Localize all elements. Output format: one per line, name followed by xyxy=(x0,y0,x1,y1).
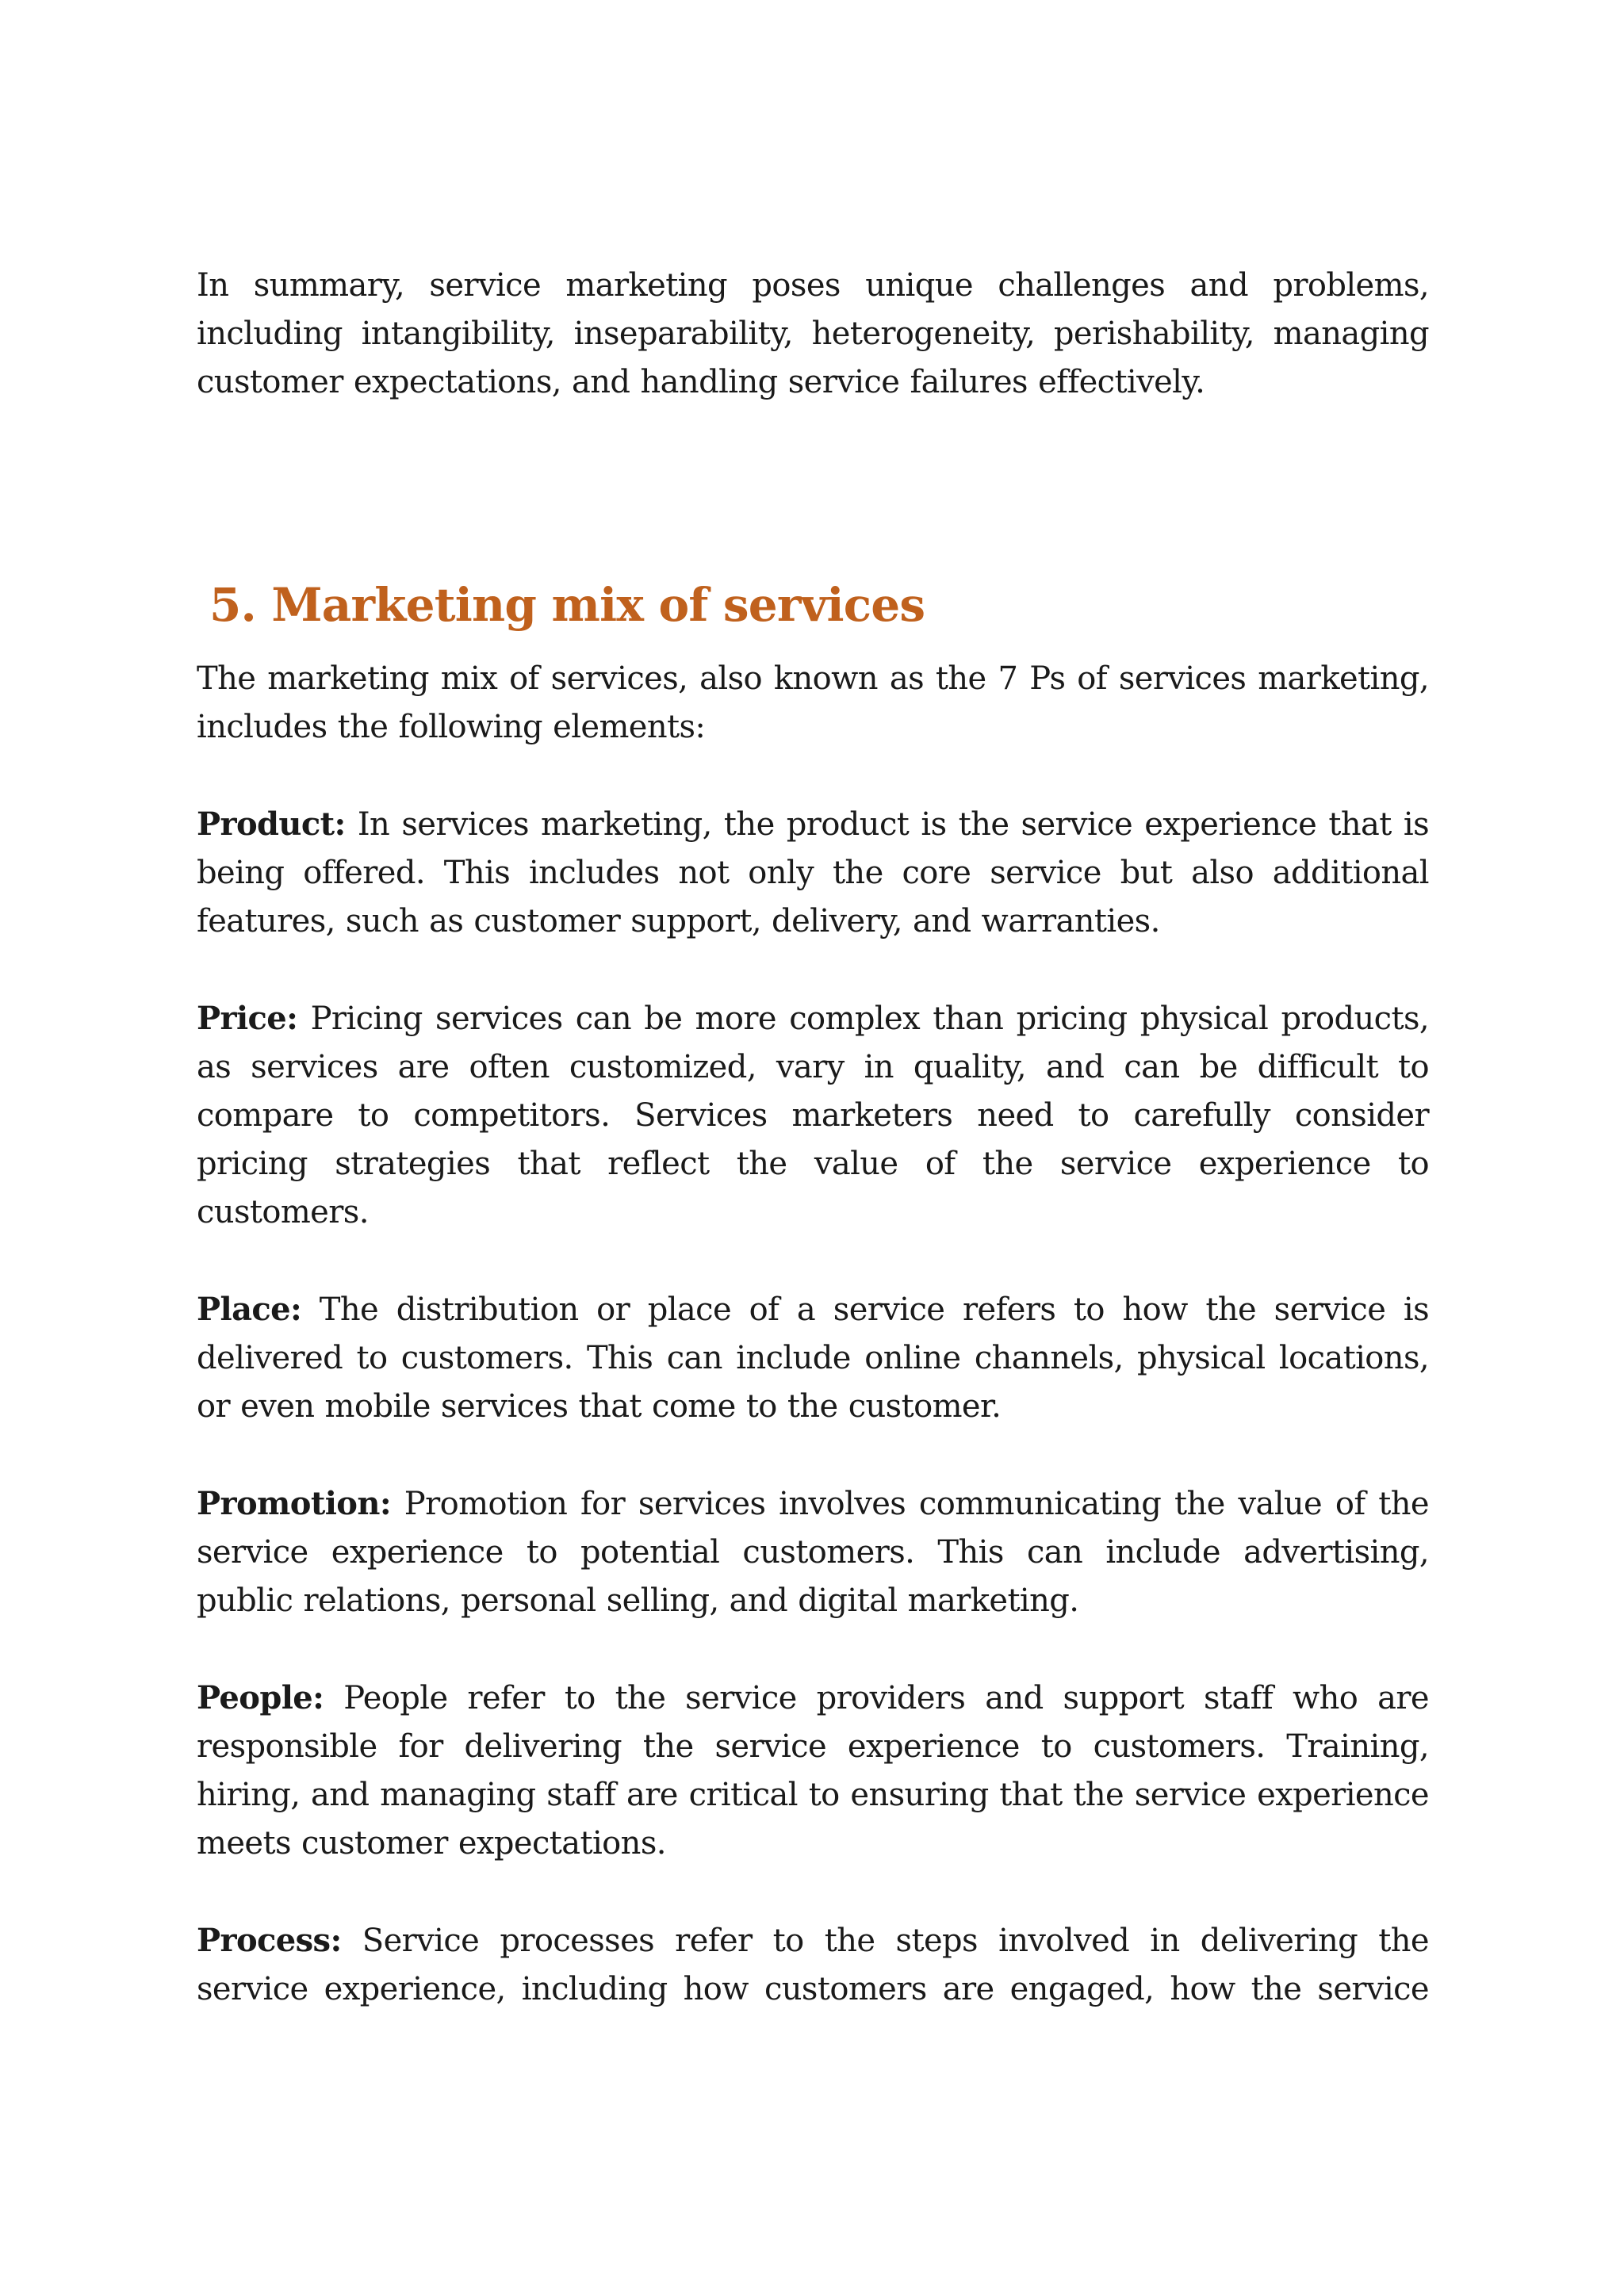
intro-paragraph: The marketing mix of services, also known as the 7 Ps of services marketing, includes the following elements: xyxy=(197,660,1429,745)
mix-item-text: In services marketing, the product is the service experience that is being offered. This includes not only the core service but also additional features, such as customer support, delivery, and warranties. xyxy=(197,806,1429,939)
mix-item-term: Process: xyxy=(197,1922,342,1959)
mix-item-product xyxy=(197,800,1429,946)
mix-item-text: People refer to the service providers and support staff who are responsible for delivering the service experience to customers. Training, hiring, and managing staff are critical to ensuring that the service experience meets customer expectations. xyxy=(197,1680,1429,1862)
mix-item-term: People: xyxy=(197,1679,324,1716)
marketing-mix-section xyxy=(197,655,1429,2062)
summary-paragraph: In summary, service marketing poses unique challenges and problems, including intangibility, inseparability, heterogeneity, perishability, managing customer expectations, and handling service failures effectively. xyxy=(197,267,1429,400)
document-page xyxy=(197,262,1429,2007)
mix-item-price xyxy=(197,994,1429,1237)
mix-item-process xyxy=(197,1916,1429,2014)
mix-item-text: The distribution or place of a service refers to how the service is delivered to customers. This can include online channels, physical locations, or even mobile services that come to the customer. xyxy=(197,1292,1429,1425)
mix-item-term: Product: xyxy=(197,806,346,843)
mix-item-text: Service processes refer to the steps involved in delivering the service experience, including how customers are engaged, how the service xyxy=(197,1923,1429,2007)
mix-item-term: Promotion: xyxy=(197,1485,392,1522)
mix-item-text: Promotion for services involves communicating the value of the service experience to potential customers. This can include advertising, public relations, personal selling, and digital marketing. xyxy=(197,1486,1429,1619)
mix-item-people xyxy=(197,1674,1429,1868)
mix-item-term: Price: xyxy=(197,1000,298,1037)
mix-item-text: Pricing services can be more complex than pricing physical products, as services are often customized, vary in quality, and can be difficult to compare to competitors. Services marketers need to carefully consider pricing strategies that reflect the value of the service experience to customers. xyxy=(197,1001,1429,1230)
mix-item-term: Place: xyxy=(197,1291,302,1328)
section-heading: 5. Marketing mix of services xyxy=(209,578,925,632)
mix-item-promotion xyxy=(197,1479,1429,1625)
mix-item-place xyxy=(197,1285,1429,1431)
